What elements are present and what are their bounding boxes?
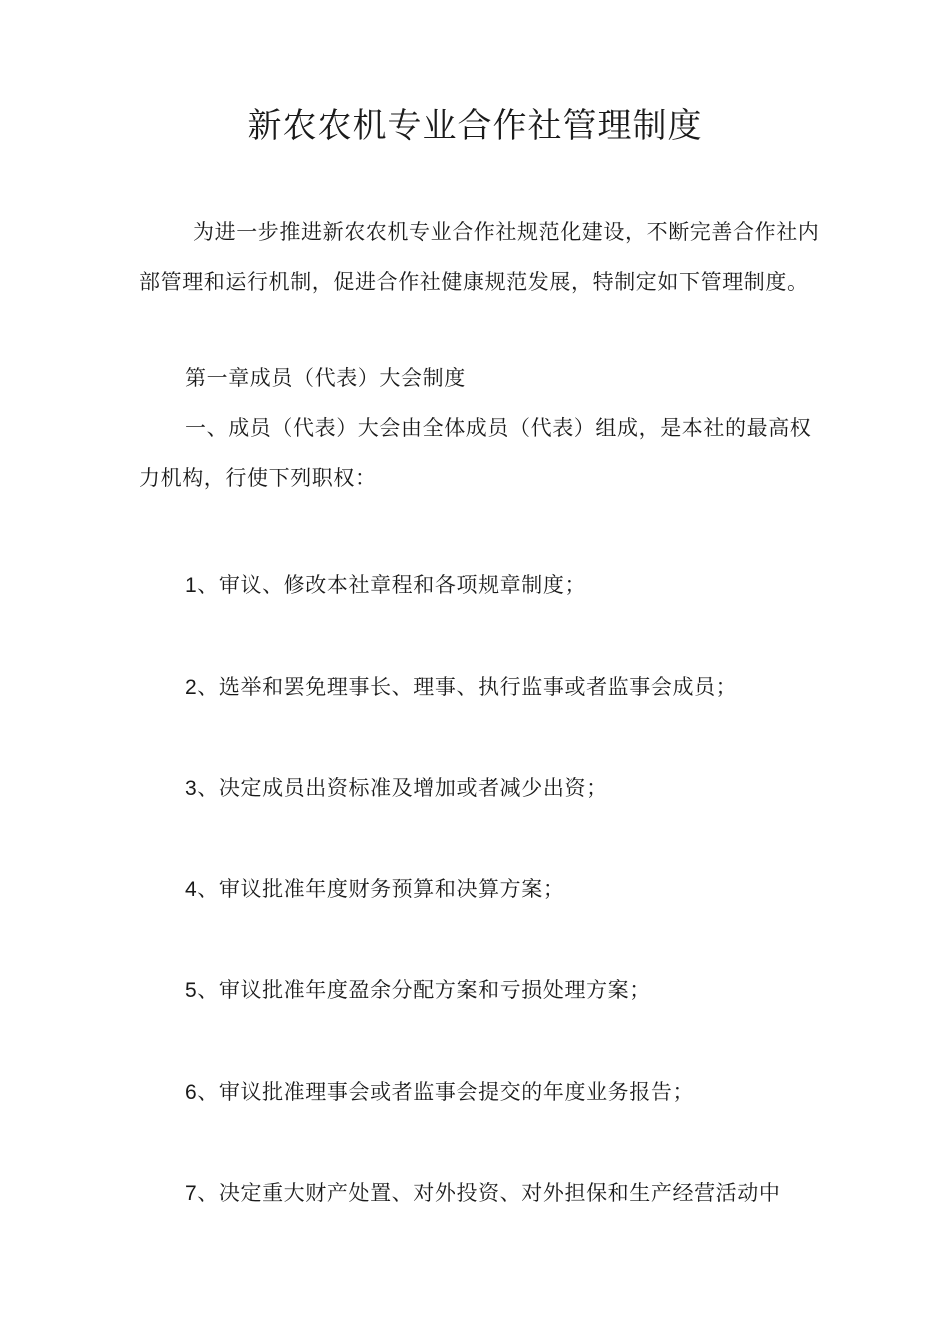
list-item-text: 、审议批准理事会或者监事会提交的年度业务报告； [197, 1080, 695, 1104]
list-item-text: 、决定重大财产处置、对外投资、对外担保和生产经营活动中 [197, 1181, 781, 1205]
list-item-number: 2 [185, 676, 198, 699]
list-item-text: 、选举和罢免理事长、理事、执行监事或者监事会成员； [197, 675, 738, 699]
list-item-number: 4 [185, 878, 198, 901]
clause-paragraph: 一、成员（代表）大会由全体成员（代表）组成，是本社的最高权力机构，行使下列职权： [139, 416, 812, 490]
list-item [185, 975, 651, 1006]
list-item [185, 1178, 780, 1209]
list-item-number: 7 [185, 1182, 198, 1205]
list-item-number: 6 [185, 1081, 198, 1104]
list-item-text: 、审议批准年度盈余分配方案和亏损处理方案； [197, 978, 651, 1002]
list-item-number: 1 [185, 574, 198, 597]
list-item-text: 、决定成员出资标准及增加或者减少出资； [197, 776, 608, 800]
intro-paragraph: 为进一步推进新农农机专业合作社规范化建设，不断完善合作社内部管理和运行机制，促进合作社健康规范发展，特制定如下管理制度。 [139, 220, 820, 294]
list-item [185, 570, 586, 601]
list-item [185, 874, 564, 905]
list-item-number: 5 [185, 979, 198, 1002]
list-item [185, 672, 737, 703]
chapter-heading: 第一章成员（代表）大会制度 [185, 366, 466, 390]
list-item-text: 、审议、修改本社章程和各项规章制度； [197, 573, 587, 597]
list-item [185, 1077, 694, 1108]
document-title: 新农农机专业合作社管理制度 [247, 106, 703, 146]
list-item-number: 3 [185, 777, 198, 800]
list-item-text: 、审议批准年度财务预算和决算方案； [197, 877, 565, 901]
list-item [185, 773, 608, 804]
